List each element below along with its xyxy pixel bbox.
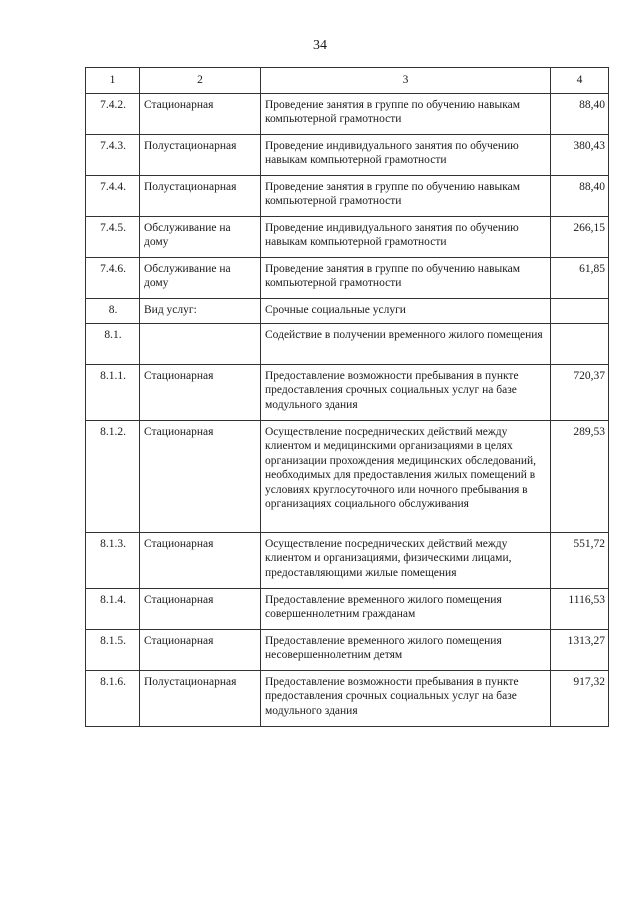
row-number: 7.4.6. [86, 257, 140, 298]
service-name: Проведение индивидуального занятия по обучению навыкам компьютерной грамотности [261, 216, 551, 257]
table-row [86, 257, 609, 298]
service-form: Стационарная [140, 629, 261, 670]
row-number: 7.4.2. [86, 93, 140, 134]
table-row [86, 364, 609, 420]
service-price: 88,40 [551, 175, 609, 216]
service-name: Предоставление возможности пребывания в пункте предоставления срочных социальных услуг на базе модульного здания [261, 670, 551, 726]
service-form: Полустационарная [140, 670, 261, 726]
service-form: Стационарная [140, 532, 261, 588]
service-form: Полустационарная [140, 134, 261, 175]
column-header: 4 [551, 68, 609, 94]
service-form: Обслуживание на дому [140, 257, 261, 298]
service-form [140, 323, 261, 364]
row-number: 7.4.4. [86, 175, 140, 216]
service-name: Предоставление временного жилого помещения совершеннолетним гражданам [261, 588, 551, 629]
tariff-table [85, 67, 609, 727]
service-price: 551,72 [551, 532, 609, 588]
column-header: 1 [86, 68, 140, 94]
table-row [86, 175, 609, 216]
service-price: 61,85 [551, 257, 609, 298]
column-header: 2 [140, 68, 261, 94]
table-row [86, 216, 609, 257]
table-row [86, 134, 609, 175]
service-form: Вид услуг: [140, 298, 261, 323]
service-name: Осуществление посреднических действий между клиентом и медицинскими организациями в целях организации прохождения медицинских обследований, необходимых для предоставления жилых помещений в условиях круглосуточного или ночного пребывания в организациях социального обслуживания [261, 420, 551, 532]
row-number: 8.1.2. [86, 420, 140, 532]
row-number: 8.1. [86, 323, 140, 364]
service-form: Полустационарная [140, 175, 261, 216]
row-number: 7.4.3. [86, 134, 140, 175]
service-name: Осуществление посреднических действий между клиентом и организациями, физическими лицами, предоставляющими жилые помещения [261, 532, 551, 588]
table-row [86, 420, 609, 532]
table-row [86, 532, 609, 588]
service-price: 289,53 [551, 420, 609, 532]
service-price [551, 323, 609, 364]
row-number: 7.4.5. [86, 216, 140, 257]
service-name: Предоставление возможности пребывания в пункте предоставления срочных социальных услуг на базе модульного здания [261, 364, 551, 420]
row-number: 8.1.6. [86, 670, 140, 726]
service-form: Стационарная [140, 420, 261, 532]
table-row [86, 93, 609, 134]
table-row [86, 588, 609, 629]
table-header-row [86, 68, 609, 94]
row-number: 8.1.1. [86, 364, 140, 420]
service-form: Стационарная [140, 93, 261, 134]
row-number: 8. [86, 298, 140, 323]
service-price: 88,40 [551, 93, 609, 134]
service-price: 1116,53 [551, 588, 609, 629]
service-name: Проведение индивидуального занятия по обучению навыкам компьютерной грамотности [261, 134, 551, 175]
column-header: 3 [261, 68, 551, 94]
service-name: Содействие в получении временного жилого помещения [261, 323, 551, 364]
service-price: 1313,27 [551, 629, 609, 670]
service-name: Срочные социальные услуги [261, 298, 551, 323]
service-price: 266,15 [551, 216, 609, 257]
row-number: 8.1.5. [86, 629, 140, 670]
service-form: Обслуживание на дому [140, 216, 261, 257]
service-price: 917,32 [551, 670, 609, 726]
service-name: Проведение занятия в группе по обучению навыкам компьютерной грамотности [261, 175, 551, 216]
table-row [86, 323, 609, 364]
table-row [86, 298, 609, 323]
row-number: 8.1.4. [86, 588, 140, 629]
service-name: Проведение занятия в группе по обучению навыкам компьютерной грамотности [261, 93, 551, 134]
table-row [86, 670, 609, 726]
service-form: Стационарная [140, 364, 261, 420]
service-price [551, 298, 609, 323]
table-row [86, 629, 609, 670]
page-number: 34 [313, 38, 327, 53]
service-form: Стационарная [140, 588, 261, 629]
service-price: 380,43 [551, 134, 609, 175]
service-name: Предоставление временного жилого помещения несовершеннолетним детям [261, 629, 551, 670]
row-number: 8.1.3. [86, 532, 140, 588]
service-price: 720,37 [551, 364, 609, 420]
service-name: Проведение занятия в группе по обучению навыкам компьютерной грамотности [261, 257, 551, 298]
